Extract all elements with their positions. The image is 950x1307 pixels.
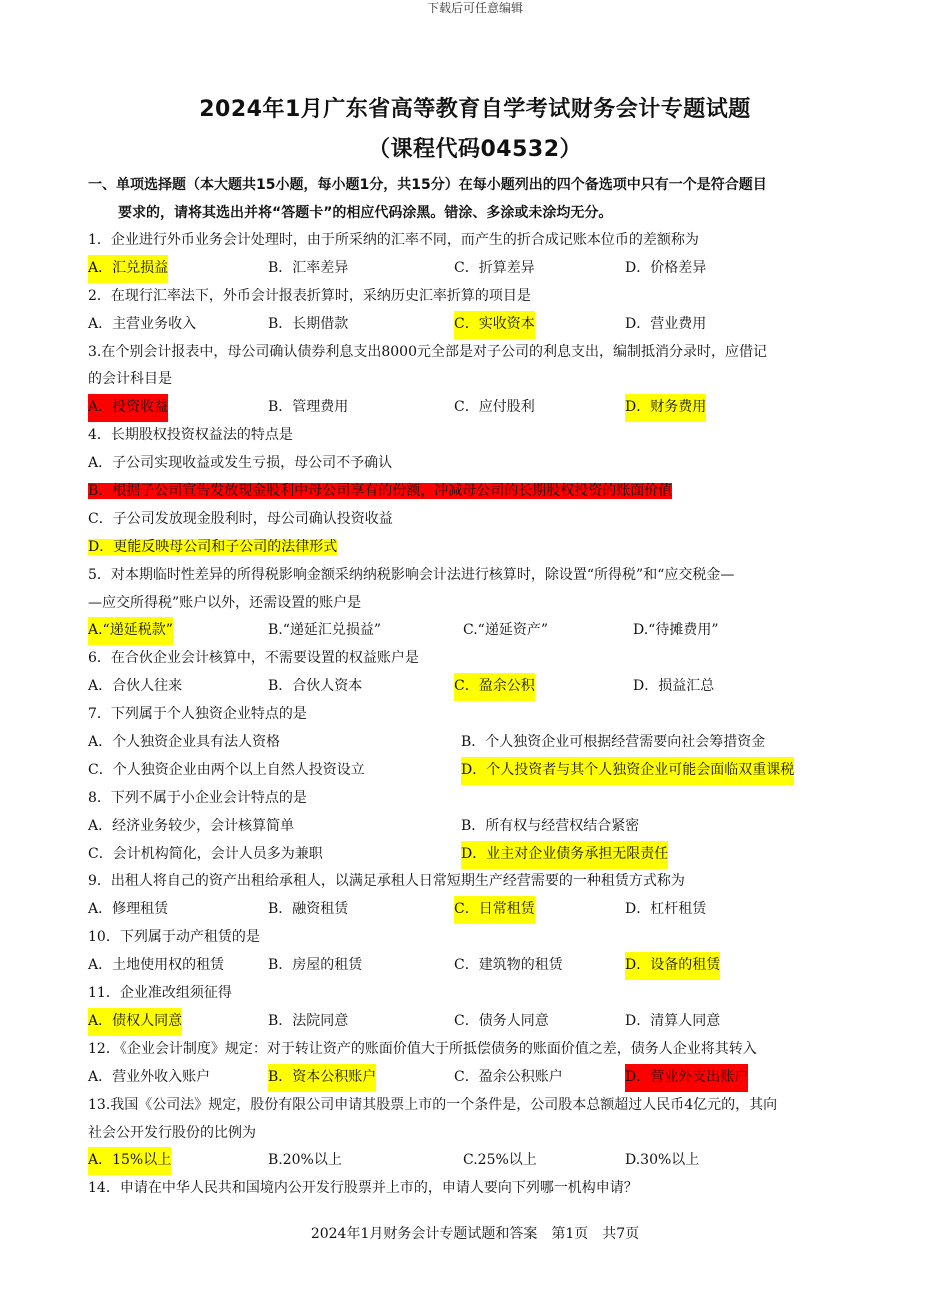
option-a: A．汇兑损益 xyxy=(88,255,168,283)
course-code: （课程代码04532） xyxy=(367,137,583,162)
option-b: B．管理费用 xyxy=(268,399,349,416)
question-8-options-ab xyxy=(88,813,878,841)
document-title: 2024年1月广东省高等教育自学考试财务会计专题试题 xyxy=(199,97,751,122)
option-c: C．盈余公积 xyxy=(454,673,535,701)
option-c: C.25%以上 xyxy=(463,1152,537,1169)
question-9-options xyxy=(88,896,878,924)
question-8-options-cd xyxy=(88,841,878,869)
question-13-options xyxy=(88,1147,878,1175)
option-b: B．个人独资企业可根据经营需要向社会筹措资金 xyxy=(461,734,766,751)
option-a: A.“递延税款” xyxy=(88,617,173,645)
option-a: A．修理租赁 xyxy=(88,901,169,918)
option-d: D．个人投资者与其个人独资企业可能会面临双重课税 xyxy=(461,757,794,785)
question-4-option-c xyxy=(88,506,878,534)
option-a: A．债权人同意 xyxy=(88,1008,182,1036)
question-14-stem: 14．申请在中华人民共和国境内公开发行股票并上市的，申请人要向下列哪一机构申请？ xyxy=(88,1180,638,1197)
question-5-stem-cont: —应交所得税”账户以外，还需设置的账户是 xyxy=(88,594,362,611)
question-7-options-cd xyxy=(88,757,878,785)
question-12-stem: 12．《企业会计制度》规定：对于转让资产的账面价值大于所抵偿债务的账面价值之差，债务人企业将其转入 xyxy=(88,1040,757,1057)
page-header-note: 下载后可任意编辑 xyxy=(426,1,523,15)
option-d: D．更能反映母公司和子公司的法律形式 xyxy=(88,538,338,555)
option-c: C．应付股利 xyxy=(454,399,535,416)
question-4-option-a xyxy=(88,450,878,478)
question-11-options xyxy=(88,1008,878,1036)
option-d: D．杠杆租赁 xyxy=(625,901,707,918)
option-a: A．主营业务收入 xyxy=(88,315,197,332)
question-4-option-b xyxy=(88,478,878,506)
option-d: D．业主对企业债务承担无限责任 xyxy=(461,841,668,869)
question-7-stem: 7．下列属于个人独资企业特点的是 xyxy=(88,706,307,723)
question-1-stem: 1．企业进行外币业务会计处理时，由于所采纳的汇率不同，而产生的折合成记账本位币的差额称为 xyxy=(88,232,699,248)
option-a: A．投资收益 xyxy=(88,394,168,422)
question-9-stem: 9．出租人将自己的资产出租给承租人，以满足承租人日常短期生产经营需要的一种租赁方式称为 xyxy=(88,873,685,890)
question-12-options xyxy=(88,1064,878,1092)
option-c: C．建筑物的租赁 xyxy=(454,957,563,974)
option-d: D．设备的租赁 xyxy=(625,952,720,980)
option-b: B．长期借款 xyxy=(268,315,349,332)
question-4-stem: 4．长期股权投资权益法的特点是 xyxy=(88,427,293,444)
option-c: C．盈余公积账户 xyxy=(454,1068,563,1085)
option-a: A．个人独资企业具有法人资格 xyxy=(88,734,281,751)
page-footer: 2024年1月财务会计专题试题和答案 第1页 共7页 xyxy=(310,1226,640,1242)
option-b: B.20%以上 xyxy=(268,1152,342,1169)
option-d: D．营业费用 xyxy=(625,315,707,332)
question-3-stem: 3.在个别会计报表中，母公司确认债券利息支出8000元全部是对子公司的利息支出，编制抵消分录时，应借记 xyxy=(88,343,767,360)
option-d: D.30%以上 xyxy=(625,1152,700,1169)
option-c: C．折算差异 xyxy=(454,259,535,276)
question-3-stem-cont: 的会计科目是 xyxy=(88,371,172,388)
option-b: B.“递延汇兑损益” xyxy=(268,622,382,639)
option-b: B．资本公积账户 xyxy=(268,1064,376,1092)
question-list xyxy=(88,227,878,1203)
option-c: C．日常租赁 xyxy=(454,896,535,924)
option-d: D．价格差异 xyxy=(625,259,707,276)
option-b: B．融资租赁 xyxy=(268,901,349,918)
question-2-stem: 2．在现行汇率法下，外币会计报表折算时，采纳历史汇率折算的项目是 xyxy=(88,287,531,304)
option-c: C．个人独资企业由两个以上自然人投资设立 xyxy=(88,761,365,778)
option-c: C．债务人同意 xyxy=(454,1012,549,1029)
question-4-option-d xyxy=(88,534,878,562)
question-5-stem: 5．对本期临时性差异的所得税影响金额采纳纳税影响会计法进行核算时，除设置“所得税”和“应交税金— xyxy=(88,566,735,583)
question-1-options xyxy=(88,255,878,283)
question-10-stem: 10．下列属于动产租赁的是 xyxy=(88,929,260,946)
option-c: C．实收资本 xyxy=(454,311,535,339)
question-7-options-ab xyxy=(88,729,878,757)
section-heading xyxy=(88,171,878,227)
option-d: D．清算人同意 xyxy=(625,1012,721,1029)
question-3-options xyxy=(88,394,878,422)
question-6-options xyxy=(88,673,878,701)
option-b: B．汇率差异 xyxy=(268,259,349,276)
option-d: D．损益汇总 xyxy=(633,678,715,695)
option-b: B．法院同意 xyxy=(268,1012,349,1029)
question-8-stem: 8．下列不属于小企业会计特点的是 xyxy=(88,789,307,806)
question-6-stem: 6．在合伙企业会计核算中，不需要设置的权益账户是 xyxy=(88,650,419,667)
section-heading-line1: 一、单项选择题（本大题共15小题，每小题1分，共15分）在每小题列出的四个备选项中只有一个是符合题目 xyxy=(88,177,767,193)
option-b: B．合伙人资本 xyxy=(268,678,363,695)
option-b: B．根据子公司宣告发放现金股利中母公司享有的份额，冲减母公司的长期股权投资的账面价值 xyxy=(88,483,673,500)
question-13-stem: 13.我国《公司法》规定，股份有限公司申请其股票上市的一个条件是，公司股本总额超过人民币4亿元的，其向 xyxy=(88,1096,778,1113)
option-a: A．土地使用权的租赁 xyxy=(88,957,225,974)
option-a: A．营业外收入账户 xyxy=(88,1068,211,1085)
question-2-options xyxy=(88,311,878,339)
question-11-stem: 11．企业准改组须征得 xyxy=(88,985,232,1002)
question-13-stem-cont: 社会公开发行股份的比例为 xyxy=(88,1124,256,1141)
option-a: A．经济业务较少，会计核算简单 xyxy=(88,817,295,834)
question-10-options xyxy=(88,952,878,980)
option-c: C．子公司发放现金股利时，母公司确认投资收益 xyxy=(88,510,393,527)
option-c: C．会计机构简化，会计人员多为兼职 xyxy=(88,845,323,862)
question-5-options xyxy=(88,617,878,645)
option-b: B．所有权与经营权结合紧密 xyxy=(461,817,640,834)
option-c: C.“递延资产” xyxy=(463,622,548,639)
option-d: D．财务费用 xyxy=(625,394,706,422)
option-b: B．房屋的租赁 xyxy=(268,957,363,974)
option-a: A．15%以上 xyxy=(88,1147,171,1175)
section-heading-line2: 要求的，请将其选出并将“答题卡”的相应代码涂黑。错涂、多涂或未涂均无分。 xyxy=(118,205,613,221)
option-d: D.“待摊费用” xyxy=(633,622,719,639)
option-d: D．营业外支出账户 xyxy=(625,1064,748,1092)
option-a: A．合伙人往来 xyxy=(88,678,183,695)
option-a: A．子公司实现收益或发生亏损，母公司不予确认 xyxy=(88,455,393,472)
